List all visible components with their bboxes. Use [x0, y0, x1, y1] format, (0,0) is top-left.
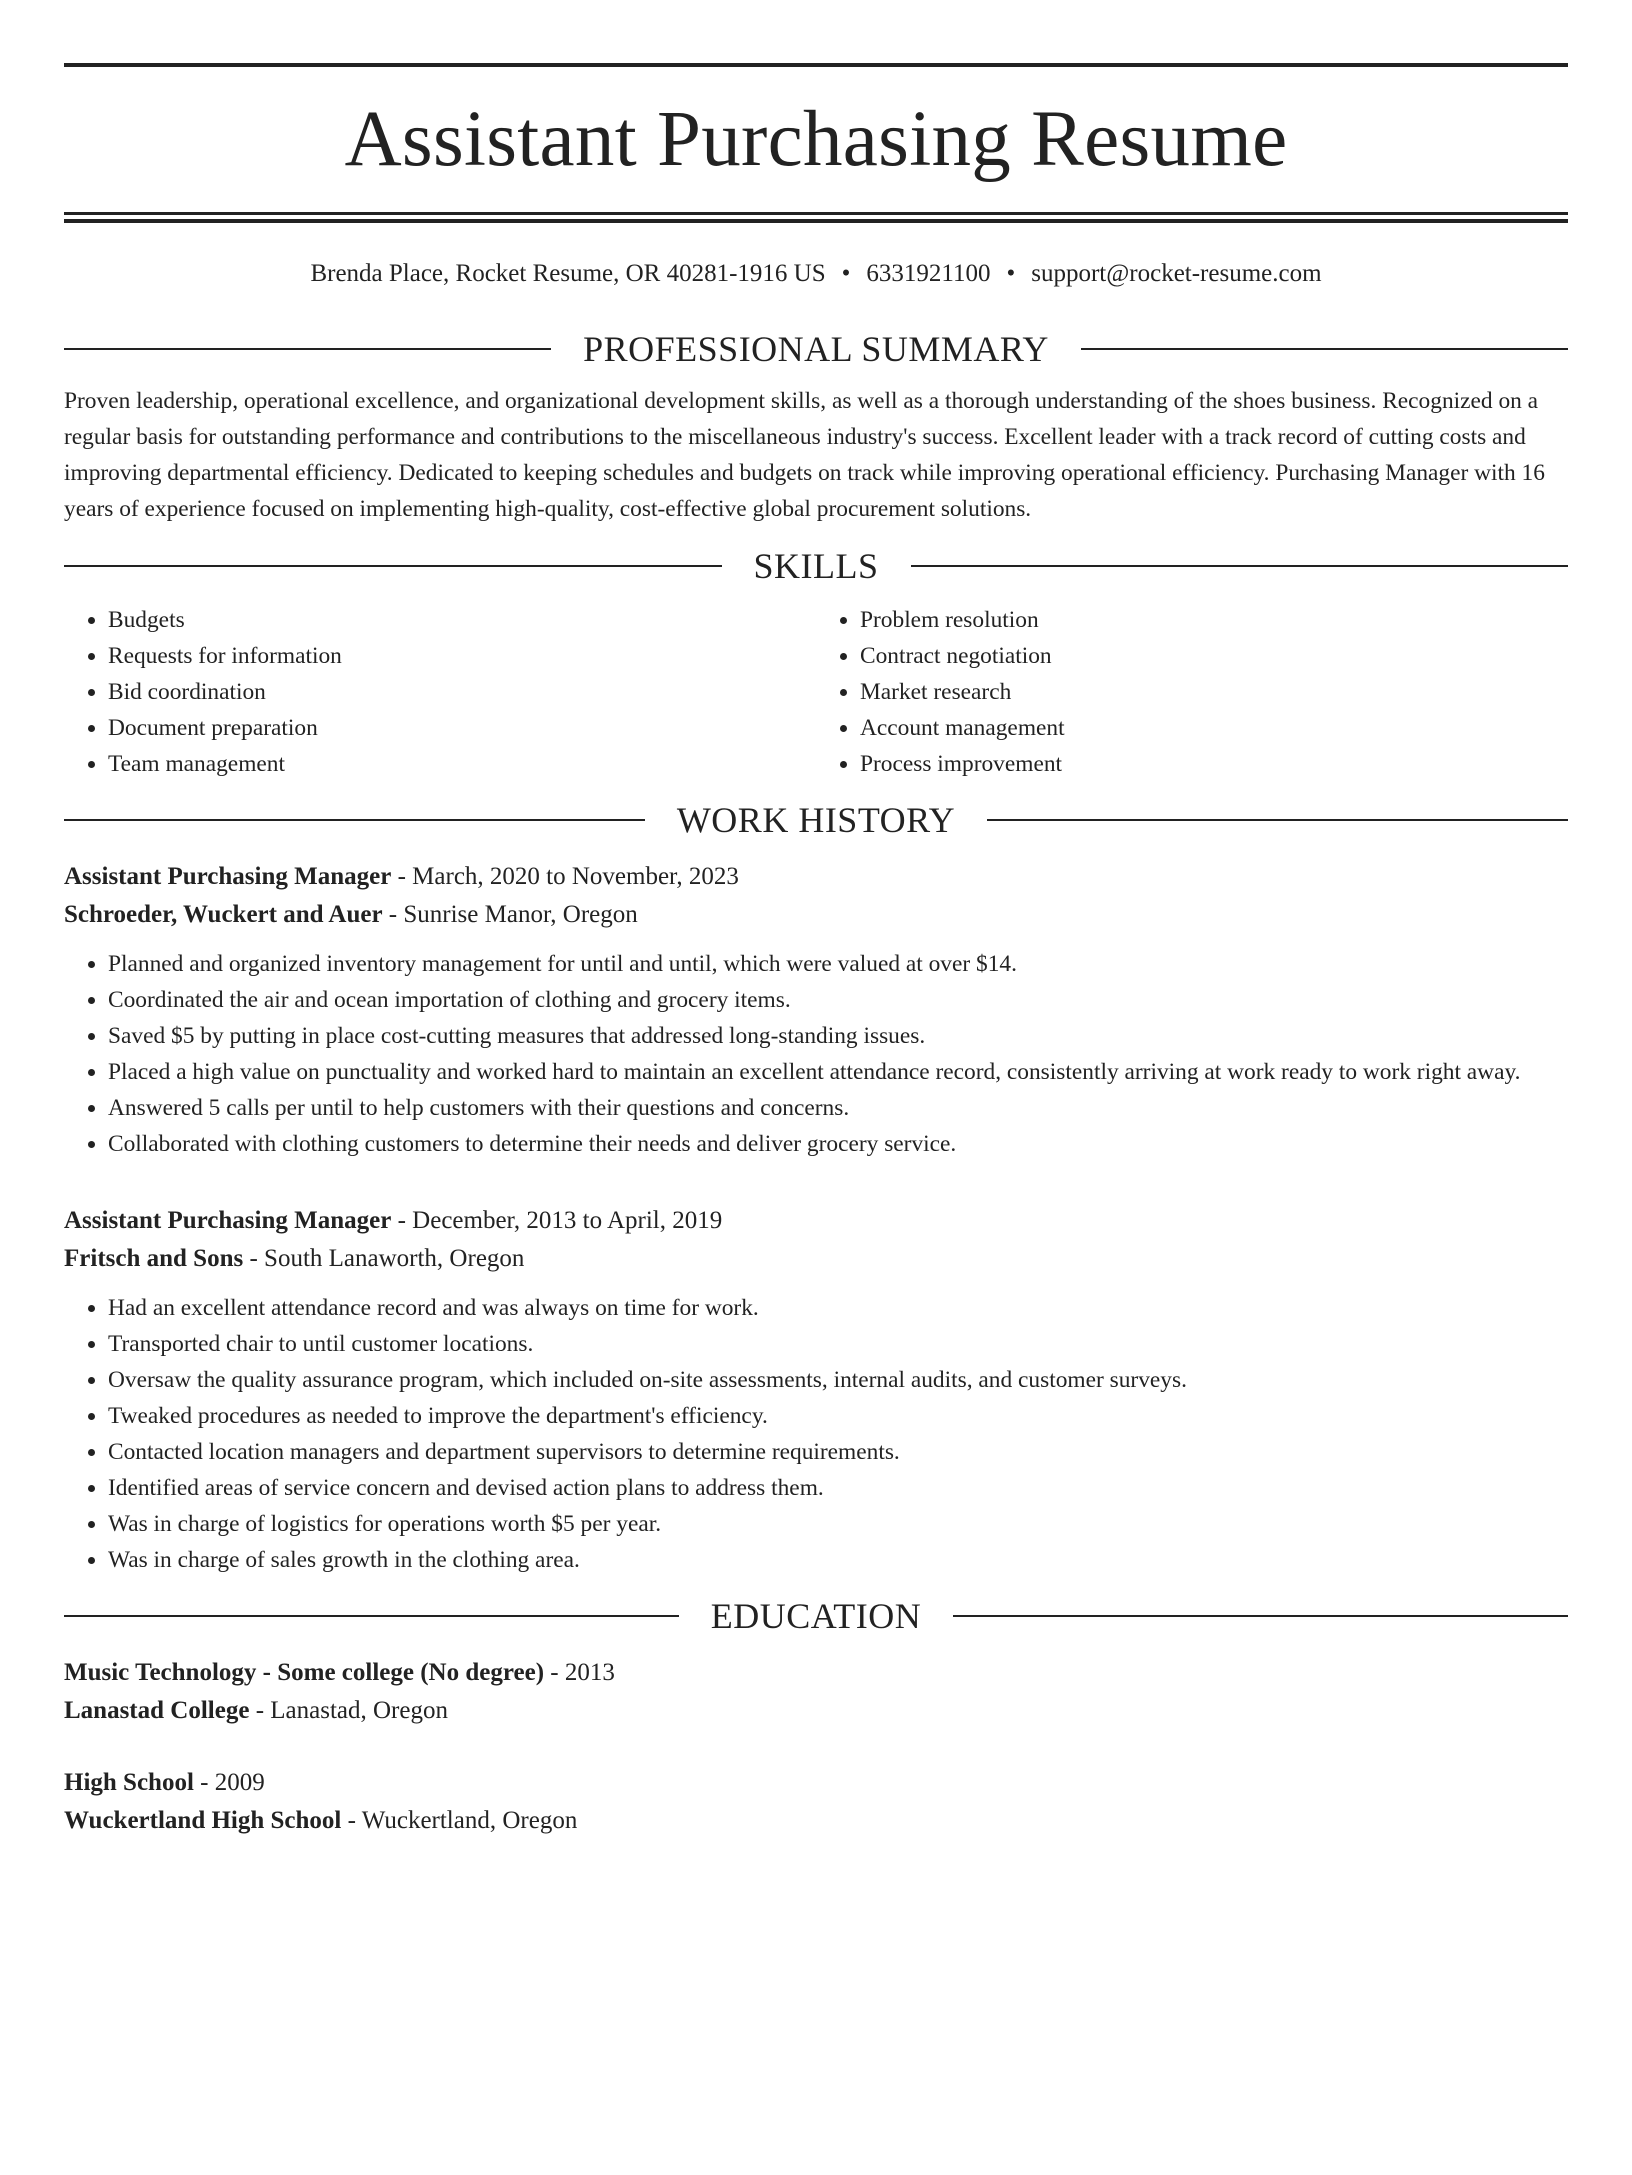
contact-line	[64, 258, 1568, 290]
job-bullet: • Transported chair to until customer locations.	[108, 1326, 1568, 1362]
resume-title: Assistant Purchasing Resume	[344, 96, 1288, 183]
dash: -	[391, 863, 413, 890]
skill-item: • Contract negotiation	[860, 638, 1568, 674]
dash: -	[193, 1769, 215, 1796]
heading-rule	[1081, 348, 1568, 350]
heading-rule	[64, 348, 551, 350]
skill-item: • Document preparation	[108, 710, 816, 746]
section-heading-education	[64, 1592, 1568, 1640]
heading-rule	[953, 1615, 1568, 1617]
education-entry	[64, 1654, 1568, 1730]
education-school-line	[64, 1692, 1568, 1730]
job-bullet: • Oversaw the quality assurance program, which included on-site assessments, internal audits, and customer surveys.	[108, 1362, 1568, 1398]
heading-rule	[64, 565, 722, 567]
skill-item: • Budgets	[108, 602, 816, 638]
job-bullet: • Identified areas of service concern and devised action plans to address them.	[108, 1470, 1568, 1506]
section-title: WORK HISTORY	[676, 800, 956, 840]
job-title-line	[64, 1202, 1568, 1240]
job-title-line	[64, 858, 1568, 896]
job-bullet: • Coordinated the air and ocean importation of clothing and grocery items.	[108, 982, 1568, 1018]
dash: -	[391, 1207, 413, 1234]
job-title: Assistant Purchasing Manager	[64, 863, 392, 890]
job-bullets	[64, 1290, 1568, 1578]
job-bullet: • Tweaked procedures as needed to improve the department's efficiency.	[108, 1398, 1568, 1434]
heading-rule	[911, 565, 1569, 567]
skill-item: • Problem resolution	[860, 602, 1568, 638]
contact-email: support@rocket-resume.com	[1031, 260, 1322, 287]
top-rule	[64, 63, 1568, 67]
job-dates: December, 2013 to April, 2019	[412, 1207, 723, 1234]
title-double-rule	[64, 212, 1568, 223]
section-heading-summary	[64, 325, 1568, 373]
heading-rule	[64, 819, 645, 821]
contact-address: Brenda Place, Rocket Resume, OR 40281-1916 US	[310, 260, 826, 287]
education-degree: Music Technology - Some college (No degree)	[64, 1659, 545, 1686]
education-degree-line	[64, 1764, 1568, 1802]
dash: -	[382, 901, 404, 928]
job-bullet: • Placed a high value on punctuality and worked hard to maintain an excellent attendance record, consistently arriving at work ready to work right away.	[108, 1054, 1568, 1090]
skill-item: • Account management	[860, 710, 1568, 746]
contact-phone: 6331921100	[866, 260, 991, 287]
job-location: Sunrise Manor, Oregon	[403, 901, 638, 928]
education-school-line	[64, 1802, 1568, 1840]
skills-list	[64, 602, 1568, 782]
dash: -	[544, 1659, 565, 1686]
education-school: Wuckertland High School	[64, 1807, 342, 1834]
education-degree: High School	[64, 1769, 194, 1796]
job-bullets	[64, 946, 1568, 1162]
job-location: South Lanaworth, Oregon	[264, 1245, 525, 1272]
job-dates: March, 2020 to November, 2023	[412, 863, 739, 890]
resume-page	[0, 63, 1632, 2175]
summary-text: Proven leadership, operational excellence, and organizational development skills, as well as a thorough understanding of the shoes business. Recognized on a regular basis for outstanding performance and contributions to the miscellaneous industry's success. Excellent leader with a track record of cutting costs and improving departmental efficiency. Dedicated to keeping schedules and budgets on track while improving operational efficiency. Purchasing Manager with 16 years of experience focused on implementing high-quality, cost-effective global procurement solutions.	[64, 388, 1545, 522]
job-bullet: • Planned and organized inventory management for until and until, which were valued at over $14.	[108, 946, 1568, 982]
education-location: Lanastad, Oregon	[270, 1697, 448, 1724]
education-year: 2013	[564, 1659, 615, 1686]
skill-item: • Market research	[860, 674, 1568, 710]
section-title: PROFESSIONAL SUMMARY	[583, 329, 1049, 369]
job-title: Assistant Purchasing Manager	[64, 1207, 392, 1234]
job-bullet: • Was in charge of logistics for operations worth $5 per year.	[108, 1506, 1568, 1542]
skills-column-right	[816, 602, 1568, 782]
education-year: 2009	[214, 1769, 265, 1796]
section-title: SKILLS	[753, 546, 879, 586]
contact-separator: •	[1006, 260, 1016, 287]
education-entry	[64, 1764, 1568, 1840]
heading-rule	[987, 819, 1568, 821]
job-company: Schroeder, Wuckert and Auer	[64, 901, 383, 928]
job-entry	[64, 1202, 1568, 1578]
section-heading-work-history	[64, 796, 1568, 844]
skill-item: • Bid coordination	[108, 674, 816, 710]
dash: -	[249, 1697, 271, 1724]
education-school: Lanastad College	[64, 1697, 250, 1724]
education-location: Wuckertland, Oregon	[361, 1807, 578, 1834]
skill-item: • Requests for information	[108, 638, 816, 674]
job-bullet: • Collaborated with clothing customers to determine their needs and deliver grocery service.	[108, 1126, 1568, 1162]
section-heading-skills	[64, 542, 1568, 590]
job-bullet: • Contacted location managers and department supervisors to determine requirements.	[108, 1434, 1568, 1470]
skill-item: • Team management	[108, 746, 816, 782]
contact-separator: •	[841, 260, 851, 287]
education-degree-line	[64, 1654, 1568, 1692]
dash: -	[243, 1245, 265, 1272]
job-bullet: • Answered 5 calls per until to help customers with their questions and concerns.	[108, 1090, 1568, 1126]
job-bullet: • Saved $5 by putting in place cost-cutting measures that addressed long-standing issues.	[108, 1018, 1568, 1054]
job-company-line	[64, 1240, 1568, 1278]
skills-column-left	[64, 602, 816, 782]
skill-item: • Process improvement	[860, 746, 1568, 782]
job-company: Fritsch and Sons	[64, 1245, 244, 1272]
job-company-line	[64, 896, 1568, 934]
heading-rule	[64, 1615, 679, 1617]
job-bullet: • Was in charge of sales growth in the clothing area.	[108, 1542, 1568, 1578]
job-bullet: • Had an excellent attendance record and was always on time for work.	[108, 1290, 1568, 1326]
job-entry	[64, 858, 1568, 1162]
dash: -	[341, 1807, 362, 1834]
section-title: EDUCATION	[710, 1596, 922, 1636]
